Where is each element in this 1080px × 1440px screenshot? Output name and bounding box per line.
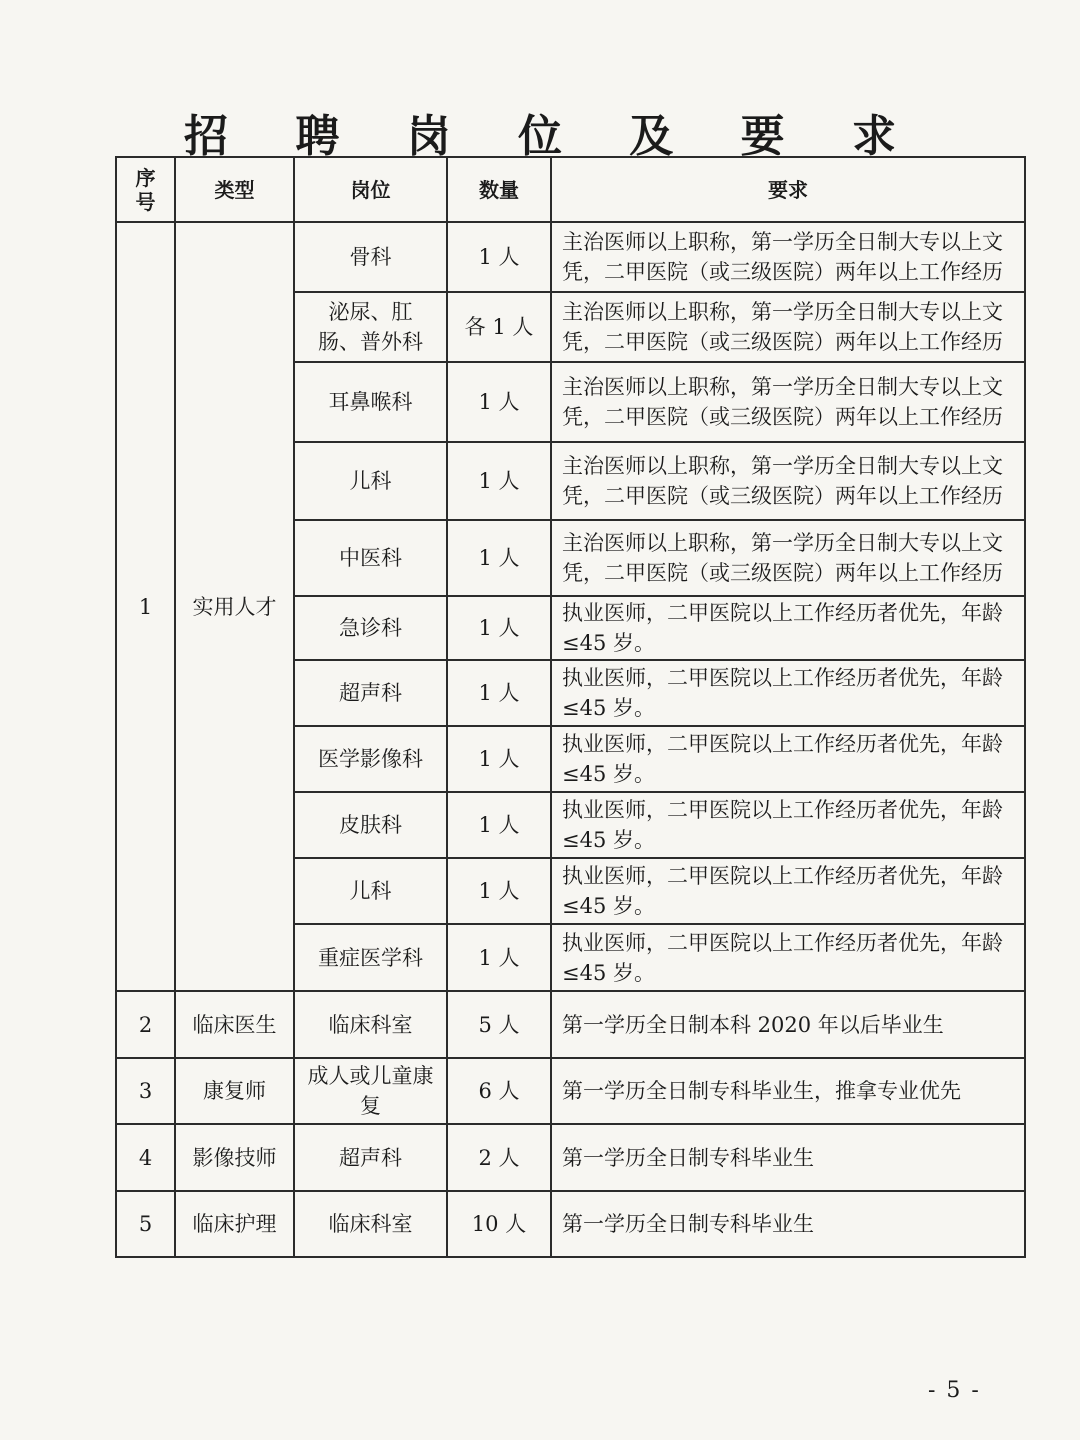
position-cell: 超声科 [294, 1124, 447, 1191]
header-count: 数量 [447, 157, 551, 222]
count-cell: 1 人 [447, 362, 551, 442]
requirement-cell: 第一学历全日制本科 2020 年以后毕业生 [551, 991, 1025, 1058]
type-cell: 实用人才 [175, 222, 294, 991]
seq-cell: 1 [116, 222, 175, 991]
count-cell: 各 1 人 [447, 292, 551, 362]
requirement-cell: 主治医师以上职称，第一学历全日制大专以上文凭，二甲医院（或三级医院）两年以上工作经历 [551, 520, 1025, 596]
requirement-cell: 第一学历全日制专科毕业生 [551, 1124, 1025, 1191]
count-cell: 2 人 [447, 1124, 551, 1191]
requirement-cell: 执业医师，二甲医院以上工作经历者优先，年龄≤45 岁。 [551, 596, 1025, 660]
requirement-cell: 第一学历全日制专科毕业生 [551, 1191, 1025, 1257]
position-cell: 超声科 [294, 660, 447, 726]
header-position: 岗位 [294, 157, 447, 222]
count-cell: 1 人 [447, 442, 551, 520]
position-cell: 急诊科 [294, 596, 447, 660]
position-cell: 儿科 [294, 858, 447, 924]
count-cell: 1 人 [447, 596, 551, 660]
table-row [116, 222, 1025, 292]
position-cell: 骨科 [294, 222, 447, 292]
type-cell: 临床护理 [175, 1191, 294, 1257]
type-cell: 影像技师 [175, 1124, 294, 1191]
requirement-cell: 执业医师，二甲医院以上工作经历者优先，年龄≤45 岁。 [551, 924, 1025, 991]
requirement-cell: 主治医师以上职称，第一学历全日制大专以上文凭，二甲医院（或三级医院）两年以上工作经历 [551, 362, 1025, 442]
count-cell: 1 人 [447, 726, 551, 792]
type-cell: 临床医生 [175, 991, 294, 1058]
requirement-cell: 执业医师，二甲医院以上工作经历者优先，年龄≤45 岁。 [551, 660, 1025, 726]
requirement-cell: 执业医师，二甲医院以上工作经历者优先，年龄≤45 岁。 [551, 858, 1025, 924]
position-cell: 重症医学科 [294, 924, 447, 991]
seq-cell: 2 [116, 991, 175, 1058]
position-cell: 医学影像科 [294, 726, 447, 792]
count-cell: 5 人 [447, 991, 551, 1058]
position-cell: 儿科 [294, 442, 447, 520]
seq-cell: 3 [116, 1058, 175, 1124]
table-row [116, 991, 1025, 1058]
recruitment-table [115, 156, 1026, 1258]
requirement-cell: 执业医师，二甲医院以上工作经历者优先，年龄≤45 岁。 [551, 726, 1025, 792]
requirement-cell: 执业医师，二甲医院以上工作经历者优先，年龄≤45 岁。 [551, 792, 1025, 858]
count-cell: 10 人 [447, 1191, 551, 1257]
seq-cell: 4 [116, 1124, 175, 1191]
position-cell: 中医科 [294, 520, 447, 596]
header-type: 类型 [175, 157, 294, 222]
position-cell: 皮肤科 [294, 792, 447, 858]
page-number: - 5 - [928, 1378, 981, 1403]
header-requirement: 要求 [551, 157, 1025, 222]
position-cell: 临床科室 [294, 991, 447, 1058]
requirement-cell: 主治医师以上职称，第一学历全日制大专以上文凭，二甲医院（或三级医院）两年以上工作经历 [551, 292, 1025, 362]
table-row [116, 1058, 1025, 1124]
requirement-cell: 第一学历全日制专科毕业生，推拿专业优先 [551, 1058, 1025, 1124]
count-cell: 1 人 [447, 222, 551, 292]
position-cell: 临床科室 [294, 1191, 447, 1257]
type-cell: 康复师 [175, 1058, 294, 1124]
table-row [116, 1191, 1025, 1257]
seq-cell: 5 [116, 1191, 175, 1257]
count-cell: 1 人 [447, 858, 551, 924]
requirement-cell: 主治医师以上职称，第一学历全日制大专以上文凭，二甲医院（或三级医院）两年以上工作经历 [551, 222, 1025, 292]
count-cell: 1 人 [447, 792, 551, 858]
count-cell: 1 人 [447, 660, 551, 726]
header-seq: 序号 [116, 157, 175, 222]
count-cell: 1 人 [447, 924, 551, 991]
count-cell: 6 人 [447, 1058, 551, 1124]
position-cell: 耳鼻喉科 [294, 362, 447, 442]
position-cell: 成人或儿童康复 [294, 1058, 447, 1124]
count-cell: 1 人 [447, 520, 551, 596]
page-title: 招 聘 岗 位 及 要 求 [184, 111, 922, 162]
requirement-cell: 主治医师以上职称，第一学历全日制大专以上文凭，二甲医院（或三级医院）两年以上工作经历 [551, 442, 1025, 520]
position-cell: 泌尿、肛肠、普外科 [294, 292, 447, 362]
table-header-row [116, 157, 1025, 222]
table-row [116, 1124, 1025, 1191]
